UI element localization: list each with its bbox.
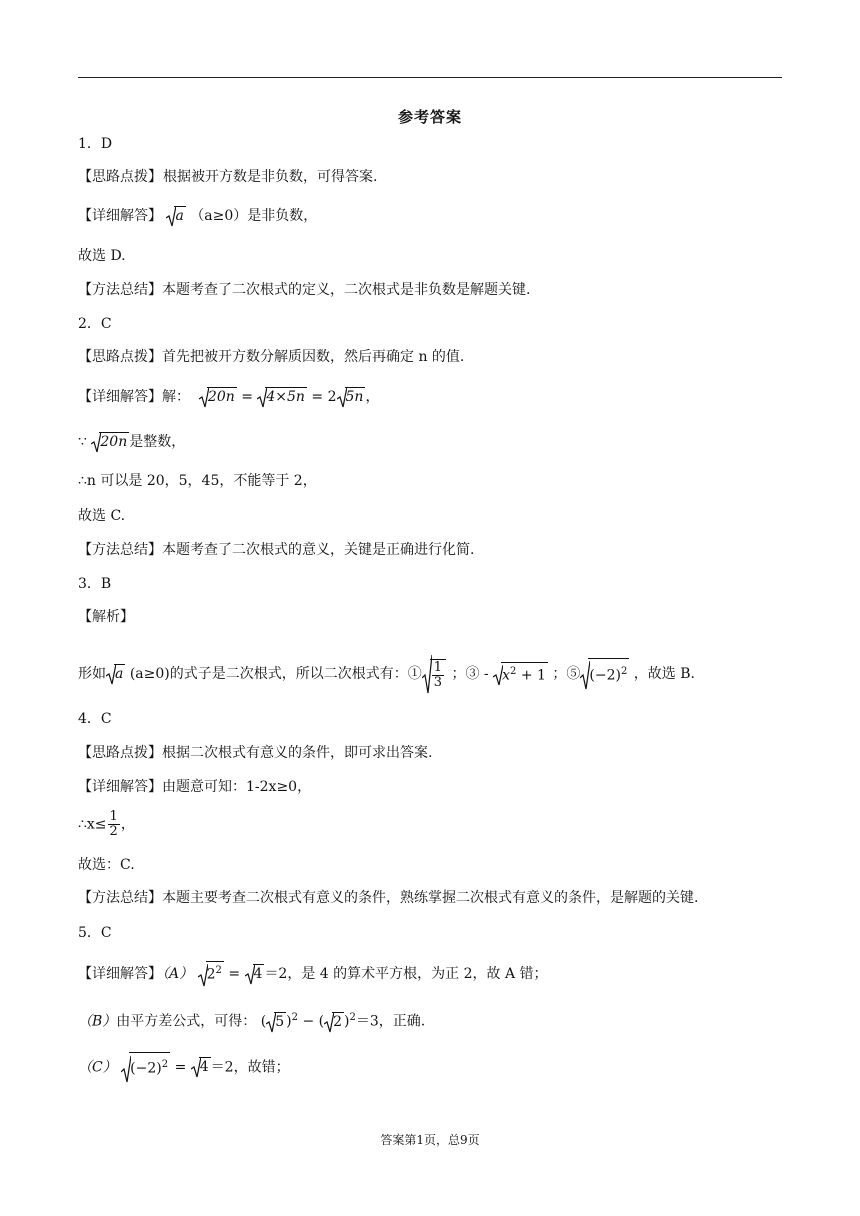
- sqrt-expression: [337, 386, 366, 408]
- detail-label: 【详细解答】: [78, 779, 162, 795]
- sqrt-expression: [199, 386, 237, 408]
- q4-detail: [78, 777, 311, 797]
- radicand: 5n: [345, 389, 364, 405]
- separator: ；⑤: [552, 666, 581, 682]
- exponent: 2: [161, 1059, 169, 1070]
- radicand: 4: [253, 965, 263, 982]
- sqrt-expression: [166, 205, 185, 227]
- q2-hint: [78, 347, 464, 367]
- comma: ，: [365, 389, 380, 405]
- radicand: 2: [206, 966, 216, 983]
- fraction: [108, 810, 120, 839]
- detail-label: 【详细解答】: [78, 965, 162, 982]
- q4-therefore: [78, 810, 135, 839]
- summary-text: 本题考查了二次根式的意义，关键是正确进行化简.: [162, 542, 475, 558]
- summary-label: 【方法总结】: [78, 890, 162, 906]
- detail-label: 【详细解答】: [78, 389, 162, 405]
- q1-summary: [78, 280, 530, 300]
- separator: ；③ -: [451, 666, 489, 682]
- therefore-tail: ，: [120, 816, 135, 833]
- q4-summary: [78, 888, 698, 908]
- sqrt-expression: [91, 431, 129, 453]
- summary-label: 【方法总结】: [78, 542, 162, 558]
- exponent: 2: [215, 965, 222, 976]
- q3-answer: 3．B: [78, 576, 112, 592]
- radicand: 4×5n: [266, 389, 305, 405]
- denominator: 2: [109, 824, 118, 839]
- exponent: 2: [291, 1012, 298, 1023]
- q5-option-a: [78, 961, 548, 987]
- sqrt-expression: [324, 1011, 344, 1033]
- summary-text: 本题考查了二次根式的定义，二次根式是非负数是解题关键.: [162, 282, 531, 298]
- paren-close: ): [344, 1013, 350, 1030]
- radicand: a: [175, 208, 184, 224]
- q4-hint: [78, 743, 432, 763]
- q4-answer: 4．C: [78, 711, 112, 727]
- q1-choose: 故选 D.: [78, 248, 126, 264]
- page-title: 参考答案: [397, 108, 462, 126]
- option-b-prefix: 由平方差公式，可得：: [116, 1013, 257, 1030]
- radicand: (−2): [130, 1060, 162, 1077]
- hint-text: 根据被开方数是非负数，可得答案.: [163, 169, 378, 185]
- sqrt-fraction: [422, 654, 447, 694]
- radicand-group: [206, 961, 224, 984]
- radicand: a: [115, 666, 124, 682]
- option-c-tail: ＝2，故错；: [210, 1059, 290, 1076]
- sqrt-expression: [198, 961, 224, 987]
- exponent: 2: [510, 665, 517, 677]
- q4-choose: 故选：C.: [78, 857, 135, 873]
- q2-detail: [78, 386, 379, 408]
- hint-label: 【思路点拨】: [78, 349, 162, 365]
- option-label: （B）: [78, 1013, 117, 1030]
- hint-label: 【思路点拨】: [78, 745, 162, 761]
- radicand-group: [129, 1052, 170, 1081]
- sqrt-expression: [493, 662, 548, 687]
- q5-option-b: [78, 1008, 425, 1033]
- therefore-prefix: ∴x≤: [78, 816, 107, 833]
- sqrt-expression: [245, 963, 265, 985]
- paren-close: ): [286, 1013, 292, 1030]
- q1-detail: [78, 205, 317, 227]
- numerator: 1: [109, 809, 118, 824]
- hint-label: 【思路点拨】: [78, 169, 162, 185]
- radicand-tail: + 1: [516, 667, 546, 684]
- sqrt-expression: [191, 1056, 211, 1078]
- numerator: 1: [433, 659, 443, 675]
- equals: =: [174, 1059, 187, 1076]
- equals: =: [241, 389, 253, 405]
- summary-text: 本题主要考查二次根式有意义的条件，熟练掌握二次根式有意义的条件，是解题的关键.: [162, 890, 699, 906]
- option-label: （C）: [78, 1059, 117, 1076]
- q2-choose: 故选 C.: [78, 508, 126, 524]
- option-label: （A）: [162, 965, 194, 982]
- detail-text: 由题意可知：1-2x≥0，: [162, 779, 312, 795]
- radicand-group: [501, 662, 548, 685]
- q2-therefore: ∴n 可以是 20，5，45，不能等于 2，: [78, 473, 317, 489]
- because-symbol: ∵: [78, 434, 87, 450]
- radicand: x: [502, 667, 511, 684]
- radicand: 4: [199, 1059, 209, 1076]
- paren-open: (: [260, 1013, 267, 1030]
- radicand: 20n: [207, 389, 235, 405]
- line-mid: (a≥0)的式子是二次根式，所以二次根式有：①: [129, 666, 422, 682]
- exponent: 2: [620, 665, 628, 677]
- radicand: (−2): [589, 667, 621, 684]
- radicand: 20n: [100, 434, 128, 450]
- option-a-tail: ＝2，是 4 的算术平方根，为正 2，故 A 错；: [264, 965, 548, 982]
- summary-label: 【方法总结】: [78, 282, 162, 298]
- minus: −: [302, 1013, 315, 1030]
- equals-coefficient: = 2: [311, 389, 337, 405]
- header-rule: [78, 77, 782, 78]
- sqrt-expression: [580, 658, 629, 691]
- q5-answer: 5．C: [78, 925, 112, 941]
- radicand-group: [588, 658, 629, 689]
- q3-line: [78, 654, 695, 694]
- q5-option-c: [78, 1052, 290, 1083]
- sqrt-expression: [257, 386, 307, 408]
- hint-text: 根据二次根式有意义的条件，即可求出答案.: [162, 745, 433, 761]
- detail-prefix: 解：: [162, 389, 190, 405]
- q1-hint: [78, 167, 377, 187]
- q2-because: [78, 431, 185, 453]
- denominator: 3: [433, 674, 443, 690]
- equals: =: [228, 965, 241, 982]
- q2-summary: [78, 540, 474, 560]
- sqrt-expression: [266, 1011, 286, 1033]
- line-tail: ，故选 B.: [633, 666, 695, 682]
- sqrt-expression: [121, 1052, 170, 1083]
- page-footer: 答案第1页，总9页: [380, 1133, 480, 1147]
- sqrt-expression: [106, 663, 125, 685]
- because-tail: 是整数，: [129, 434, 186, 450]
- q2-answer: 2．C: [78, 316, 112, 332]
- radicand: 5: [275, 1013, 285, 1030]
- detail-label: 【详细解答】: [78, 208, 162, 224]
- hint-text: 首先把被开方数分解质因数，然后再确定 n 的值.: [162, 349, 465, 365]
- q3-analysis-label: 【解析】: [78, 609, 134, 625]
- detail-tail: （a≥0）是非负数，: [190, 208, 318, 224]
- fraction: [430, 659, 446, 690]
- option-b-tail: ＝3，正确.: [355, 1013, 426, 1030]
- exponent: 2: [349, 1012, 356, 1023]
- q1-answer: 1．D: [78, 136, 113, 152]
- line-prefix: 形如: [78, 666, 106, 682]
- paren-open: (: [318, 1013, 325, 1030]
- radicand: 2: [333, 1013, 343, 1030]
